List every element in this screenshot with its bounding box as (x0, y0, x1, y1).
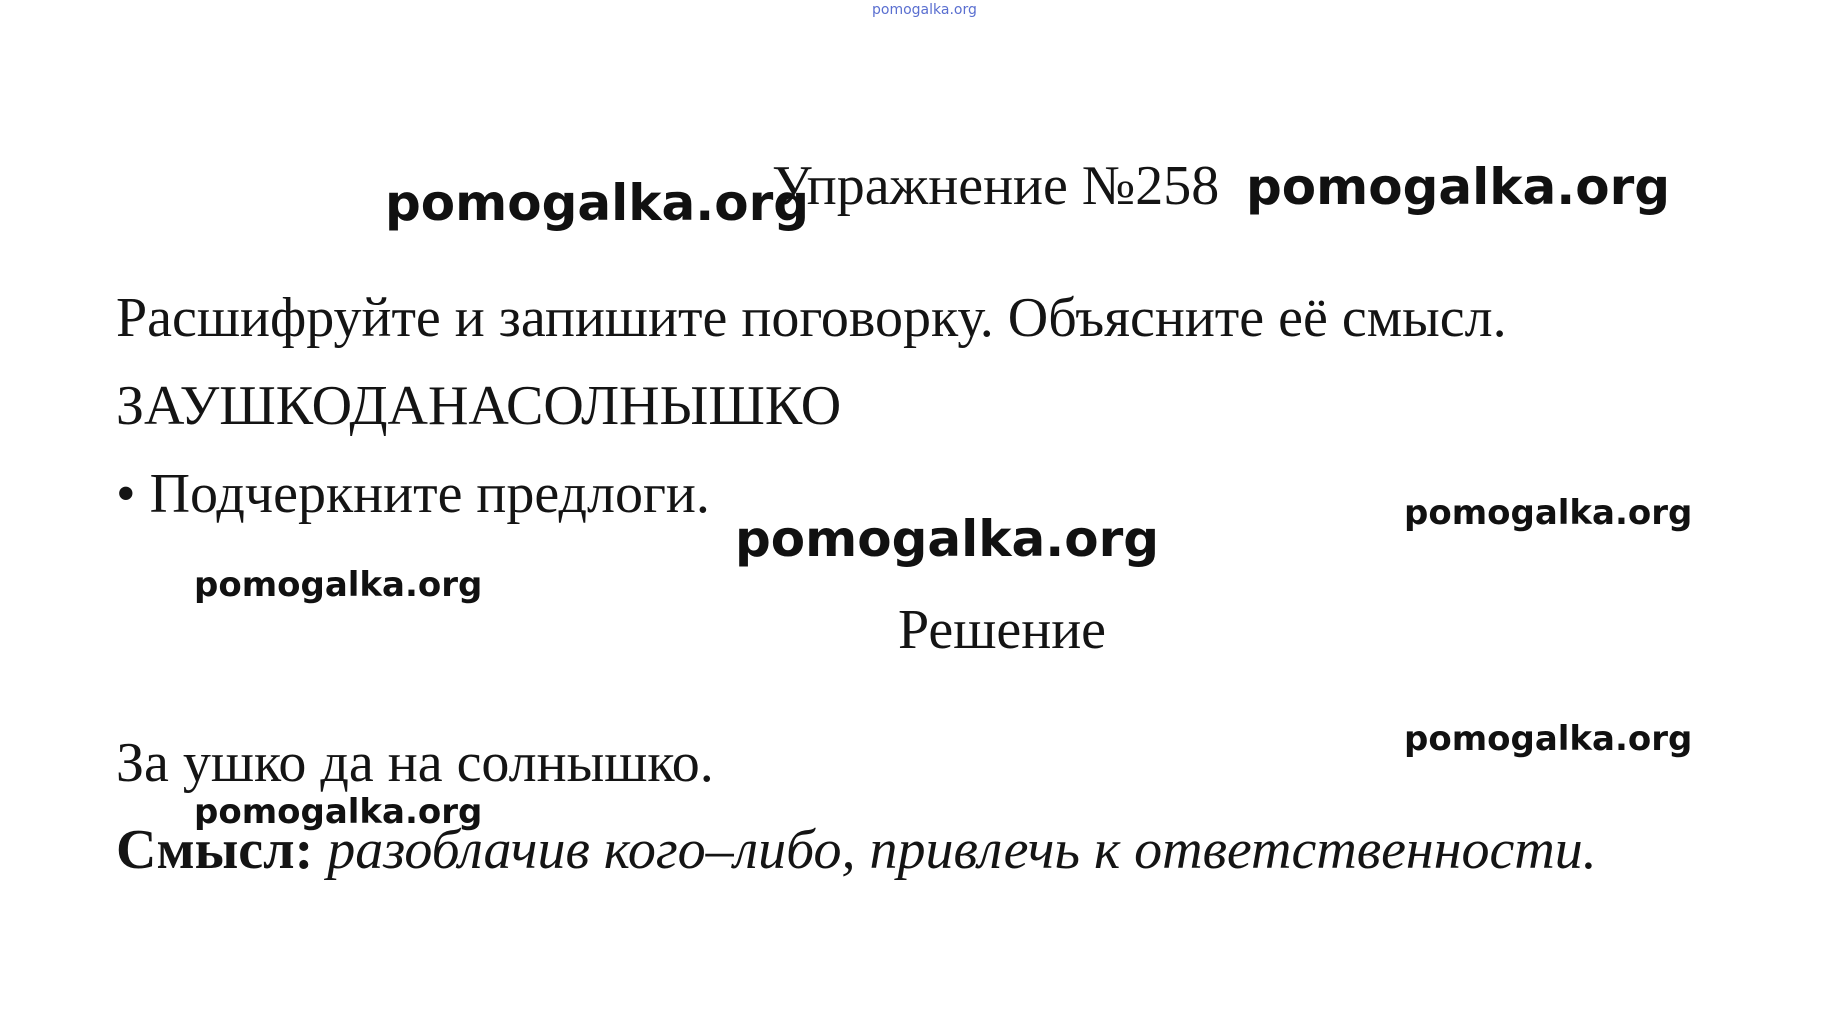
subtask-instruction: • Подчеркните предлоги. (116, 463, 710, 525)
watermark: pomogalka.org (194, 565, 483, 605)
watermark: pomogalka.org (1404, 493, 1693, 533)
exercise-title: Упражнение №258 (772, 155, 1220, 217)
watermark-top: pomogalka.org (872, 2, 977, 18)
watermark: pomogalka.org (1246, 158, 1671, 216)
meaning-text: разоблачив кого–либо, привлечь к ответственности. (313, 819, 1597, 881)
watermark: pomogalka.org (194, 792, 483, 832)
meaning-label: Смысл: (116, 819, 314, 881)
watermark: pomogalka.org (385, 174, 810, 232)
solution-heading: Решение (898, 599, 1107, 661)
answer-phrase: За ушко да на солнышко. (116, 732, 714, 794)
task-instruction: Расшифруйте и запишите поговорку. Объясните её смысл. (116, 287, 1507, 349)
watermark: pomogalka.org (1404, 719, 1693, 759)
encoded-phrase: ЗАУШКОДАНАСОЛНЫШКО (116, 375, 842, 437)
watermark: pomogalka.org (735, 510, 1160, 568)
